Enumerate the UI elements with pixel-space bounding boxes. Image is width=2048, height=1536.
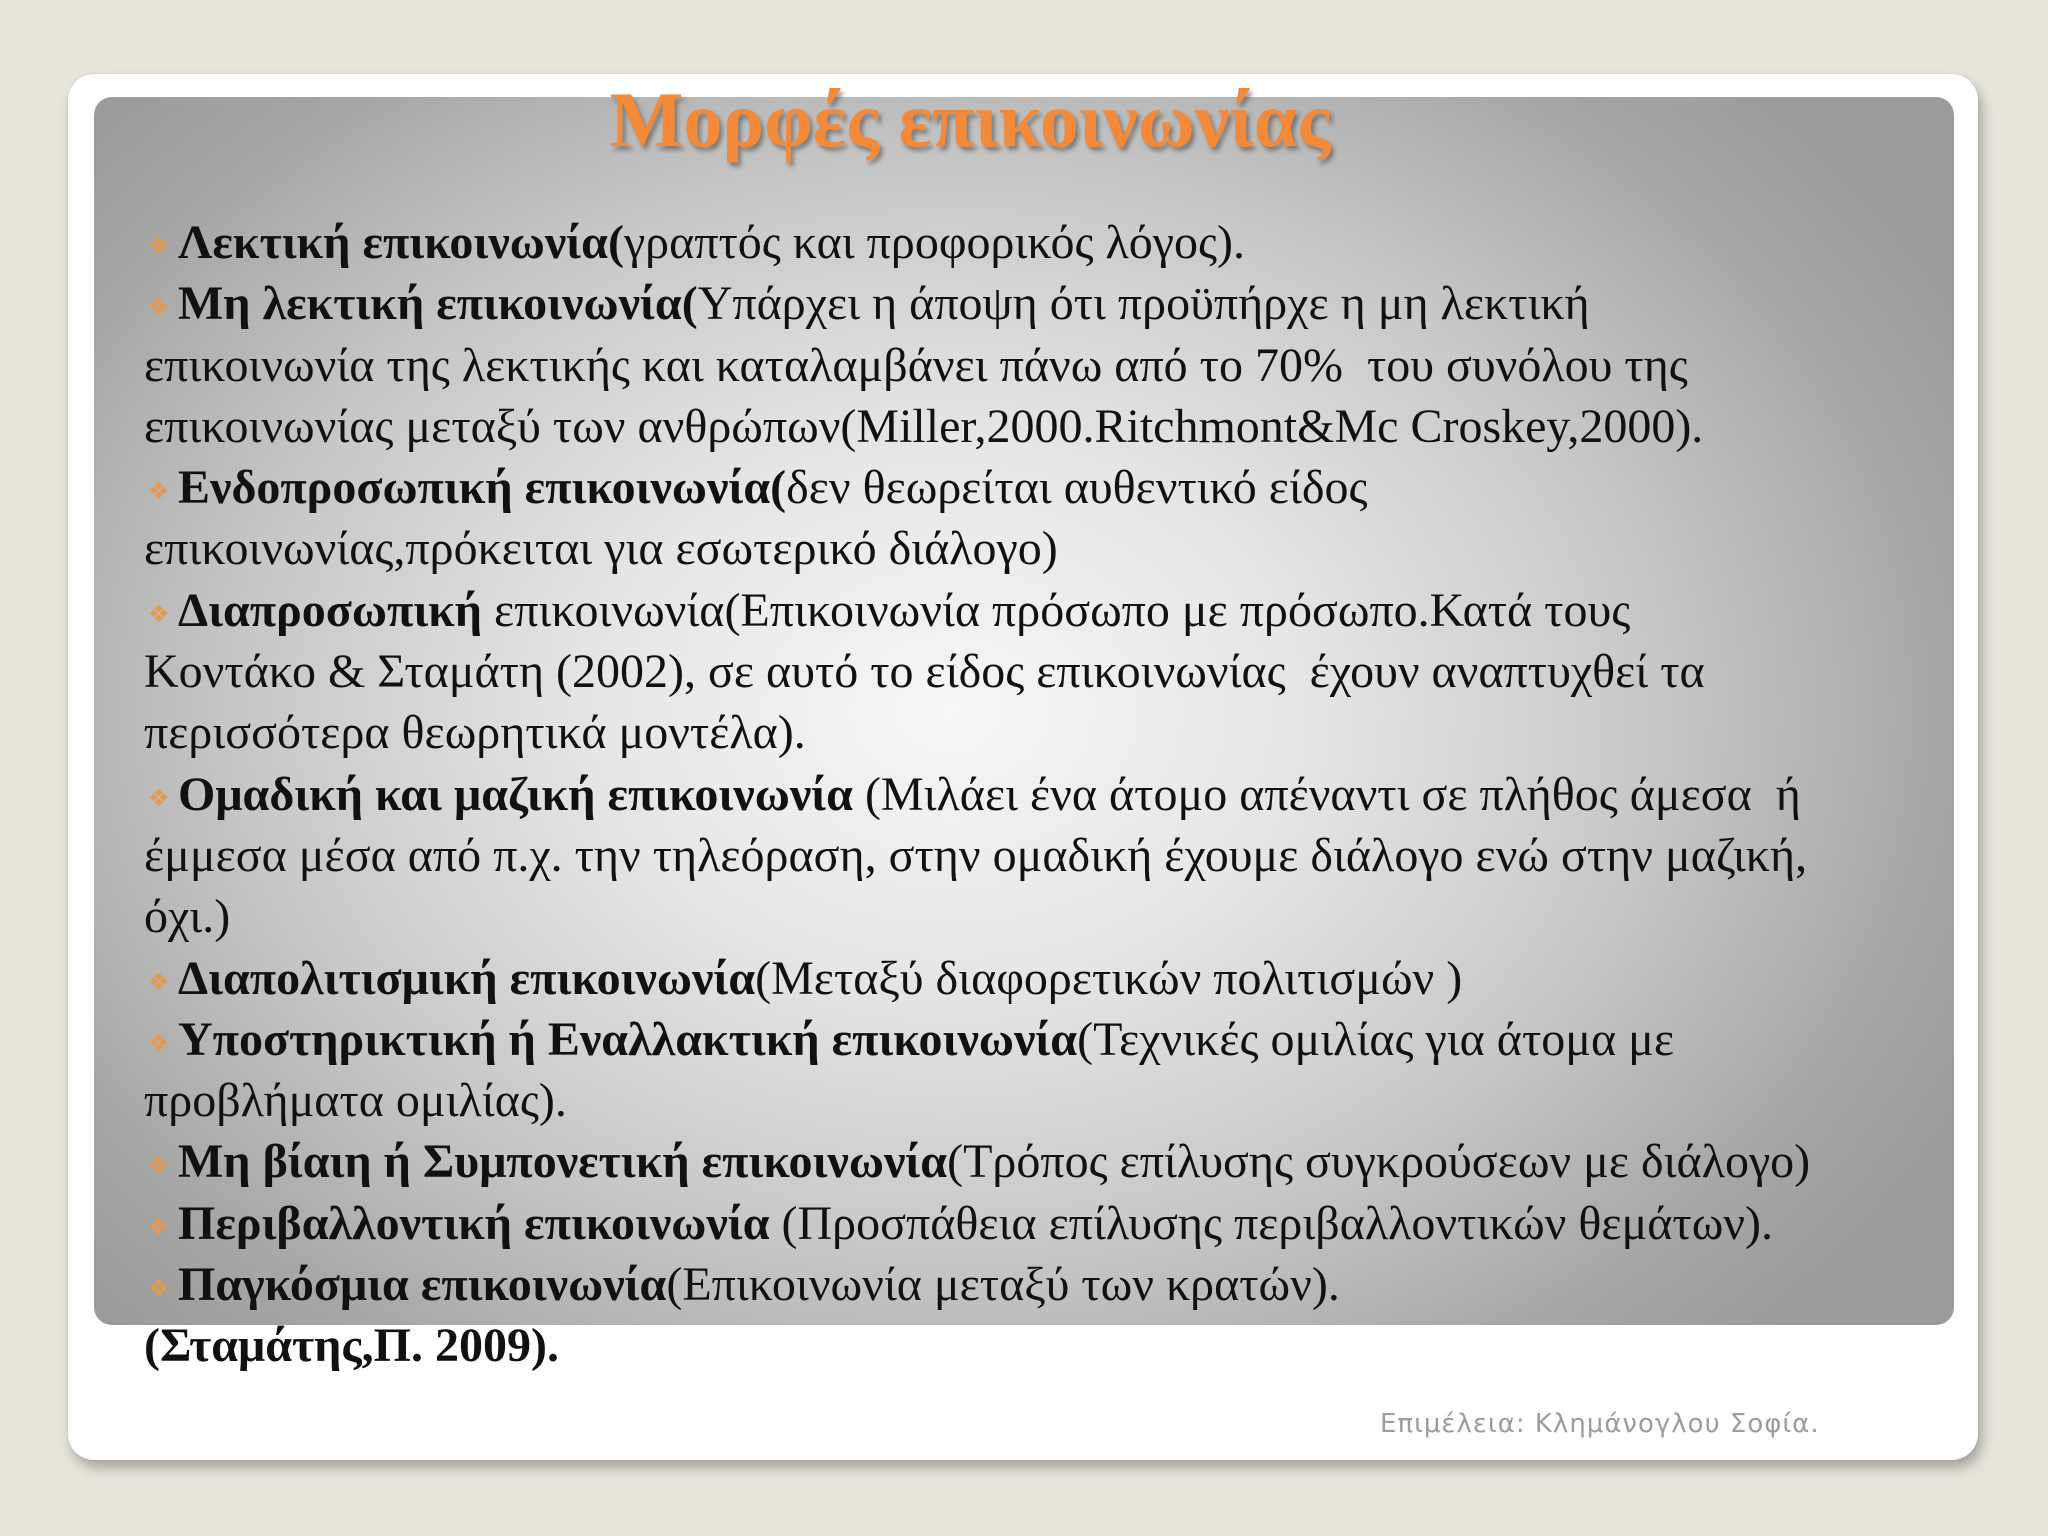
list-item [144,457,1984,518]
list-item [144,1254,1984,1315]
list-item [144,1131,1984,1192]
list-item [144,580,1984,641]
diamond-bullet-icon [148,584,178,645]
list-item-continuation: επικοινωνίας μεταξύ των ανθρώπων(Miller,2000.Ritchmont&Mc Croskey,2000). [144,399,1704,453]
diamond-bullet-icon [148,1258,178,1319]
item-description: (Επικοινωνία μεταξύ των κρατών). [666,1258,1340,1312]
item-term: Μη λεκτική επικοινωνία( [178,277,698,331]
item-description: (Μεταξύ διαφορετικών πολιτισμών ) [755,951,1463,1005]
list-item [144,764,1984,825]
list-item-continuation: επικοινωνίας,πρόκειται για εσωτερικό διάλογο) [144,522,1058,576]
item-description: (Τεχνικές ομιλίας για άτομα με [1077,1012,1674,1066]
item-description: επικοινωνία(Επικοινωνία πρόσωπο με πρόσωπο.Κατά τους [482,583,1631,637]
item-term: Λεκτική επικοινωνία( [178,216,624,269]
diamond-bullet-icon [148,277,178,338]
list-item-continuation: όχι.) [144,890,231,944]
diamond-bullet-icon [148,952,178,1013]
list-item-continuation: περισσότερα θεωρητικά μοντέλα). [144,706,806,760]
diamond-bullet-icon [148,1013,178,1074]
list-item [144,1009,1984,1070]
list-item [144,212,1984,273]
slide-footer: Επιμέλεια: Κλημάνογλου Σοφία. [1380,1409,1820,1439]
item-term: Περιβαλλοντική επικοινωνία [178,1196,770,1250]
diamond-bullet-icon [148,216,178,277]
item-term: Υποστηρικτική ή Εναλλακτική επικοινωνία [178,1012,1078,1066]
diamond-bullet-icon [148,461,178,522]
list-item-continuation: έμμεσα μέσα από π.χ. την τηλεόραση, στην ομαδική έχουμε διάλογο ενώ στην μαζική, [144,828,1808,882]
list-item-continuation: επικοινωνία της λεκτικής και καταλαμβάνει πάνω από το 70% του συνόλου της [144,338,1688,392]
item-term: Ομαδική και μαζική επικοινωνία [178,767,853,821]
item-description: (Τρόπος επίλυσης συγκρούσεων με διάλογο) [947,1135,1811,1189]
item-description: δεν θεωρείται αυθεντικό είδος [786,461,1368,515]
list-item-continuation: Κοντάκο & Σταμάτη (2002), σε αυτό το είδος επικοινωνίας έχουν αναπτυχθεί τα [144,645,1705,699]
item-description: (Προσπάθεια επίλυσης περιβαλλοντικών θεμάτων). [769,1196,1773,1250]
diamond-bullet-icon [148,1135,178,1196]
citation: (Σταμάτης,Π. 2009). [144,1319,559,1373]
bullet-list [144,212,1984,1377]
item-description: Υπάρχει η άποψη ότι προϋπήρχε η μη λεκτική [697,277,1590,331]
item-description: (Μιλάει ένα άτομο απέναντι σε πλήθος άμεσα ή [852,767,1801,821]
item-description: γραπτός και προφορικός λόγος). [623,216,1245,269]
item-term: Παγκόσμια επικοινωνία [178,1258,667,1312]
diamond-bullet-icon [148,1197,178,1258]
item-term: Διαπροσωπική [178,583,483,637]
list-item-continuation: προβλήματα ομιλίας). [144,1074,567,1128]
list-item [144,948,1984,1009]
list-item [144,273,1984,334]
item-term: Μη βίαιη ή Συμπονετική επικοινωνία [178,1135,948,1189]
list-item [144,1193,1984,1254]
item-term: Ενδοπροσωπική επικοινωνία( [178,461,787,515]
diamond-bullet-icon [148,768,178,829]
item-term: Διαπολιτισμική επικοινωνία [178,951,756,1005]
slide-title: Μορφές επικοινωνίας [609,76,1331,163]
